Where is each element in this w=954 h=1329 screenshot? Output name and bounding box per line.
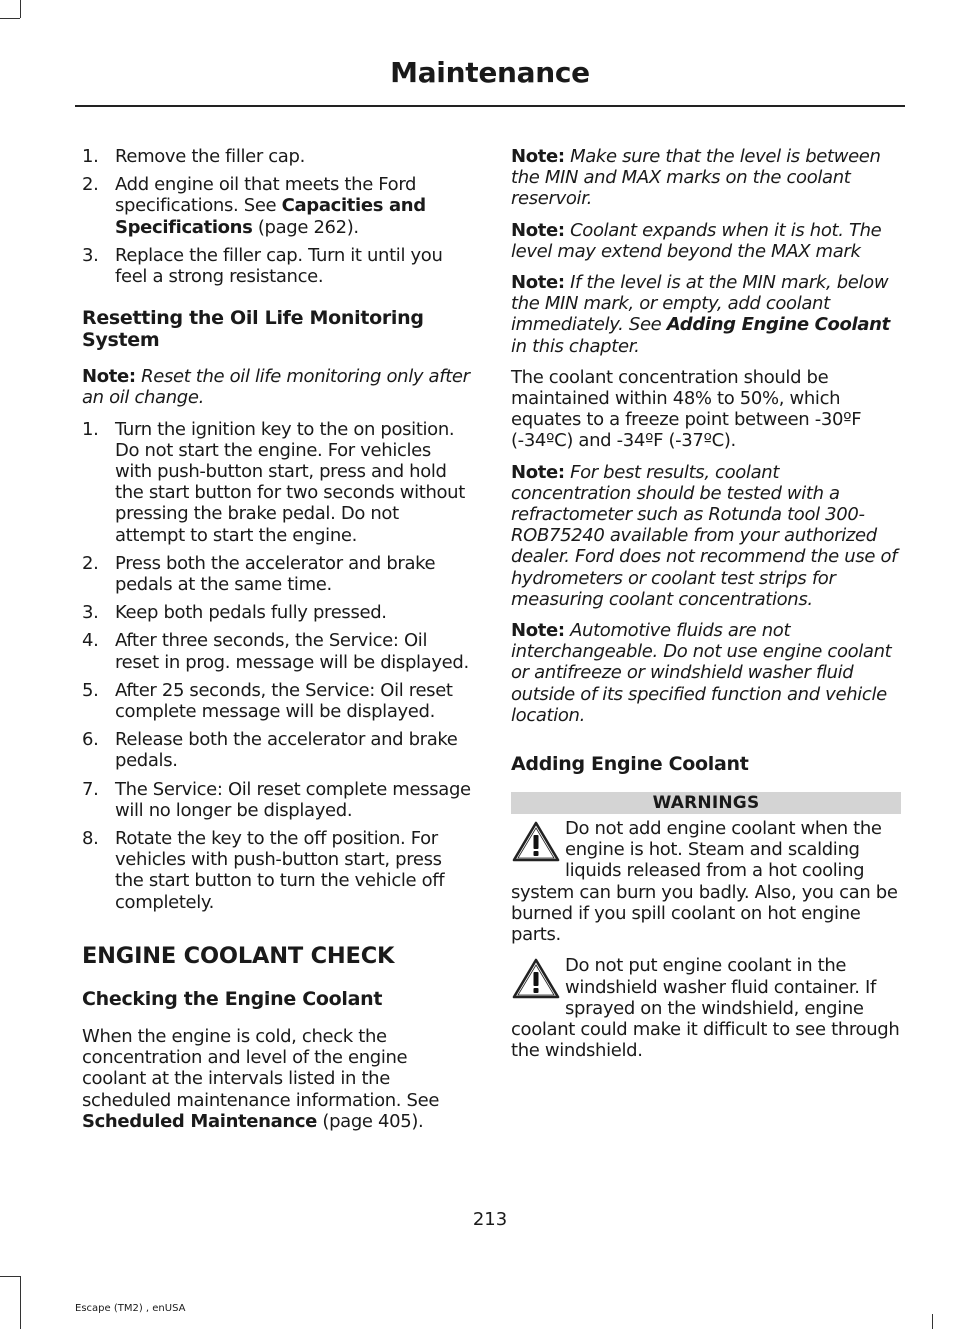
step-number: 4. bbox=[82, 630, 99, 652]
step-number: 3. bbox=[82, 244, 99, 266]
list-item bbox=[82, 146, 472, 167]
list-item bbox=[82, 602, 472, 623]
crop-mark bbox=[20, 1276, 21, 1329]
note-label: Note: bbox=[511, 461, 565, 483]
step-text: Add engine oil that meets the Ford specifications. See bbox=[115, 174, 417, 217]
warning-item bbox=[511, 955, 901, 1061]
step-text: Release both the accelerator and brake pedals. bbox=[115, 729, 458, 772]
note-level bbox=[511, 146, 901, 210]
step-number: 2. bbox=[82, 174, 99, 196]
note-label: Note: bbox=[511, 219, 565, 241]
warning-text: Do not add engine coolant when the engine is hot. Steam and scalding liquids released from a hot cooling system can burn you badly. Also, you can be burned if you spill coolant on hot engine parts. bbox=[511, 818, 898, 946]
note-label: Note: bbox=[511, 272, 565, 294]
step-text: Press both the accelerator and brake pedals at the same time. bbox=[115, 552, 436, 596]
warning-triangle-icon bbox=[511, 957, 561, 1001]
crop-mark bbox=[20, 0, 21, 18]
adding-coolant-link[interactable]: Adding Engine Coolant bbox=[666, 314, 890, 336]
left-column bbox=[82, 146, 472, 1132]
step-text: After 25 seconds, the Service: Oil reset complete message will be displayed. bbox=[115, 679, 453, 723]
step-text: The Service: Oil reset complete message will no longer be displayed. bbox=[115, 778, 471, 821]
scheduled-maintenance-link[interactable]: Scheduled Maintenance bbox=[82, 1110, 318, 1132]
note-text: Reset the oil life monitoring only after an oil change. bbox=[82, 366, 470, 409]
list-item bbox=[82, 419, 472, 546]
header-divider bbox=[75, 105, 905, 107]
note-text: If the level is at the MIN mark, below the MIN mark, or empty, add coolant immediately. See bbox=[511, 272, 889, 336]
list-item bbox=[82, 630, 472, 672]
list-item bbox=[82, 553, 472, 595]
step-number: 2. bbox=[82, 552, 99, 574]
list-item bbox=[82, 729, 472, 771]
step-number: 8. bbox=[82, 828, 99, 850]
step-number: 6. bbox=[82, 729, 99, 751]
note-text: in this chapter. bbox=[511, 335, 640, 357]
warning-item bbox=[511, 818, 901, 945]
concentration-paragraph: The coolant concentration should be maintained within 48% to 50%, which equates to a freeze point between -30ºF (-34ºC) and -34ºF (-37ºC). bbox=[511, 366, 862, 452]
note-text: Automotive fluids are not interchangeable. Do not use engine coolant or antifreeze or windshield washer fluid outside of its specified function and vehicle location. bbox=[511, 620, 892, 726]
note-label: Note: bbox=[82, 366, 136, 388]
list-item bbox=[82, 828, 472, 913]
crop-mark bbox=[0, 18, 20, 19]
step-number: 1. bbox=[82, 418, 99, 440]
capacities-reference-link[interactable]: Capacities and Specifications bbox=[115, 195, 426, 238]
warning-triangle-icon bbox=[511, 820, 561, 864]
note-refractometer bbox=[511, 462, 901, 610]
note-text: Make sure that the level is between the MIN and MAX marks on the coolant reservoir. bbox=[511, 146, 881, 210]
engine-coolant-check-heading: ENGINE COOLANT CHECK bbox=[82, 942, 395, 969]
page-number: 213 bbox=[472, 1209, 508, 1230]
reset-steps-list bbox=[82, 419, 472, 913]
step-number: 3. bbox=[82, 602, 99, 624]
note-fluids bbox=[511, 620, 901, 726]
paragraph-text: When the engine is cold, check the concentration and level of the engine coolant at the intervals listed in the scheduled maintenance information. See bbox=[82, 1025, 440, 1111]
checking-coolant-paragraph bbox=[82, 1026, 472, 1132]
step-text: Remove the filler cap. bbox=[115, 146, 305, 167]
list-item bbox=[82, 174, 472, 238]
step-text: Turn the ignition key to the on position. Do not start the engine. For vehicles with push-button start, press and hold the start button for two seconds without pressing the brake pedal. Do not attempt to start the engine. bbox=[115, 418, 465, 546]
step-number: 5. bbox=[82, 679, 99, 701]
step-number: 7. bbox=[82, 778, 99, 800]
step-text: Rotate the key to the off position. For vehicles with push-button start, press the start button to turn the vehicle off completely. bbox=[115, 828, 445, 913]
page-reference: (page 405). bbox=[317, 1110, 424, 1132]
note-label: Note: bbox=[511, 620, 565, 642]
page-title: Maintenance bbox=[390, 56, 590, 89]
crop-mark bbox=[932, 1314, 933, 1329]
note-text: Coolant expands when it is hot. The level may extend beyond the MAX mark bbox=[511, 219, 882, 262]
reset-note bbox=[82, 366, 472, 408]
note-min-level bbox=[511, 272, 901, 357]
list-item bbox=[82, 680, 472, 722]
warnings-header: WARNINGS bbox=[511, 792, 901, 814]
step-number: 1. bbox=[82, 146, 99, 167]
document-id: Escape (TM2) , enUSA bbox=[75, 1303, 186, 1314]
checking-coolant-heading: Checking the Engine Coolant bbox=[82, 987, 383, 1010]
list-item bbox=[82, 779, 472, 821]
note-label: Note: bbox=[511, 146, 565, 167]
note-expansion bbox=[511, 220, 901, 262]
adding-coolant-heading: Adding Engine Coolant bbox=[511, 753, 749, 776]
step-text: Keep both pedals fully pressed. bbox=[115, 602, 387, 624]
warning-text: Do not put engine coolant in the windshield washer fluid container. If sprayed on the windshield, engine coolant could make it difficult to see through the windshield. bbox=[511, 955, 900, 1062]
right-column bbox=[511, 146, 901, 1061]
page-reference: (page 262). bbox=[252, 216, 359, 238]
note-text: For best results, coolant concentration should be tested with a refractometer such as Rotunda tool 300-ROB75240 available from your authorized dealer. Ford does not recommend the use of hydrometers or coolant test strips for measuring coolant concentrations. bbox=[511, 461, 898, 610]
list-item bbox=[82, 245, 472, 287]
step-text: After three seconds, the Service: Oil reset in prog. message will be displayed. bbox=[115, 630, 469, 673]
filler-steps-list bbox=[82, 146, 472, 287]
step-text: Replace the filler cap. Turn it until you feel a strong resistance. bbox=[115, 244, 443, 288]
reset-oil-life-heading: Resetting the Oil Life Monitoring System bbox=[82, 307, 424, 352]
crop-mark bbox=[0, 1276, 20, 1277]
